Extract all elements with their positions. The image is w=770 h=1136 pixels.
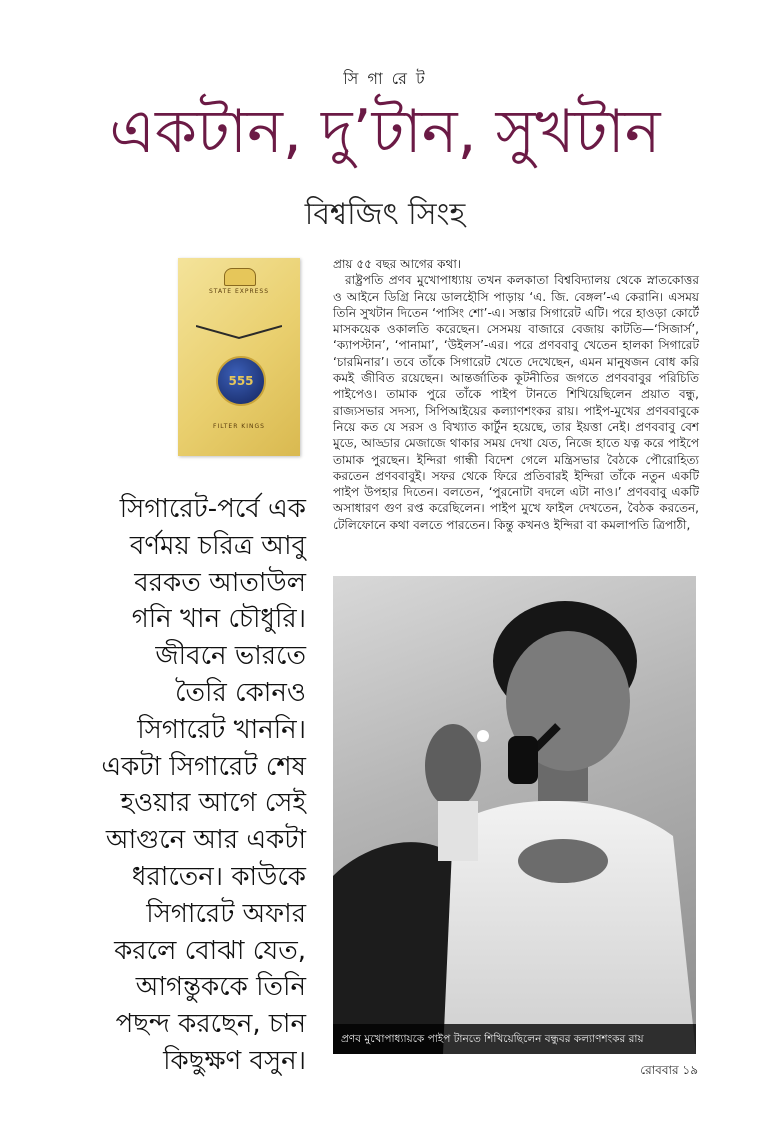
byline: বিশ্বজিৎ সিংহ (304, 197, 466, 232)
chevron-emblem-icon (196, 324, 282, 340)
article-paragraph: রাষ্ট্রপতি প্রণব মুখোপাধ্যায় তখন কলকাতা বিশ্ববিদ্যালয় থেকে স্নাতকোত্তর ও আইনে ডিগ্রি নিয়ে ডালহৌসি পাড়ায় ‘এ. জি. বেঙ্গল’-এ কেরানি। এসময় তিনি সুখটান দিতেন ‘পাসিং শো’-এ। সস্তার সিগারেট এটি। পরে হাওড়া কোর্টে মাসকয়েক ওকালতি করেছেন। সেসময় বাজারে বেজায় কাটতি—‘সিজার্স’, ‘ক্যাপস্টান’, ‘পানামা’, ‘উইলস’-এর। পরে প্রণববাবু খেতেন হালকা সিগারেট ‘চারমিনার’। তবে তাঁকে সিগারেট খেতে দেখেছেন, এমন মানুষজন বোধ করি কমই জীবিত রয়েছেন। আন্তর্জাতিক কূটনীতির জগতে প্রণববাবুর পরিচিতি পাইপেও। তামাক পুরে তাঁকে পাইপ টানতে শিখিয়েছিলেন প্রয়াত বন্ধু, রাজ্যসভার সদস্য, সিপিআইয়ের কল্যাণশংকর রায়। পাইপ-মুখের প্রণববাবুকে নিয়ে কত যে সরস ও বিখ্যাত কার্টুন হয়েছে, তার ইয়ত্তা নেই। প্রণববাবু বেশ মুডে, আড্ডার মেজাজে থাকার সময় দেখা যেত, নিজে হাতে যত্ন করে পাইপে তামাক পুরছেন। ইন্দিরা গান্ধী বিদেশ গেলে মন্ত্রিসভার বৈঠকে পৌরোহিত্য করতেন প্রণববাবুই। সফর থেকে ফিরে প্রতিবারই ইন্দিরা তাঁকে নতুন একটি পাইপ উপহার দিতেন। বলতেন, ‘পুরনোটা বদলে এটা নাও।’ প্রণববাবু একটি অসাধারণ গুণ রপ্ত করেছিলেন। পাইপ মুখে ফাইল দেখতেন, বৈঠক করতেন, টেলিফোনে কথা বলতে পারতেন। কিন্তু কখনও ইন্দিরা বা কমলাপতি ত্রিপাঠী, (333, 273, 699, 532)
portrait-photo (333, 576, 696, 1054)
article-body (333, 256, 699, 533)
pack-badge (216, 356, 266, 406)
crest-icon (224, 268, 256, 286)
photo-caption: প্রণব মুখোপাধ্যায়কে পাইপ টানতে শিখিয়েছিলেন বন্ধুবর কল্যাণশংকর রায় (333, 1024, 696, 1054)
pull-quote: সিগারেট-পর্বে এক বর্ণময় চরিত্র আবু বরকত আতাউল গনি খান চৌধুরি। জীবনে ভারতে তৈরি কোনও সিগারেট খাননি। একটা সিগারেট শেষ হওয়ার আগে সেই আগুনে আর একটা ধরাতেন। কাউকে সিগারেট অফার করলে বোঝা যেত, আগন্তুককে তিনি পছন্দ করছেন, চান কিছুক্ষণ বসুন। (101, 494, 306, 1076)
section-kicker: সি গা রে ট (343, 69, 427, 88)
pack-brand: STATE EXPRESS (208, 288, 270, 295)
portrait-figure-icon (333, 576, 696, 1054)
headline: একটান, দু’টান, সুখটান (109, 97, 661, 167)
page-folio: রোববার ১৯ (640, 1063, 698, 1077)
cigarette-pack-image (178, 258, 300, 456)
article-lead: প্রায় ৫৫ বছর আগের কথা। (333, 257, 462, 271)
pack-variant: FILTER KINGS (213, 423, 265, 430)
pack-badge-text: 555 (228, 374, 254, 388)
